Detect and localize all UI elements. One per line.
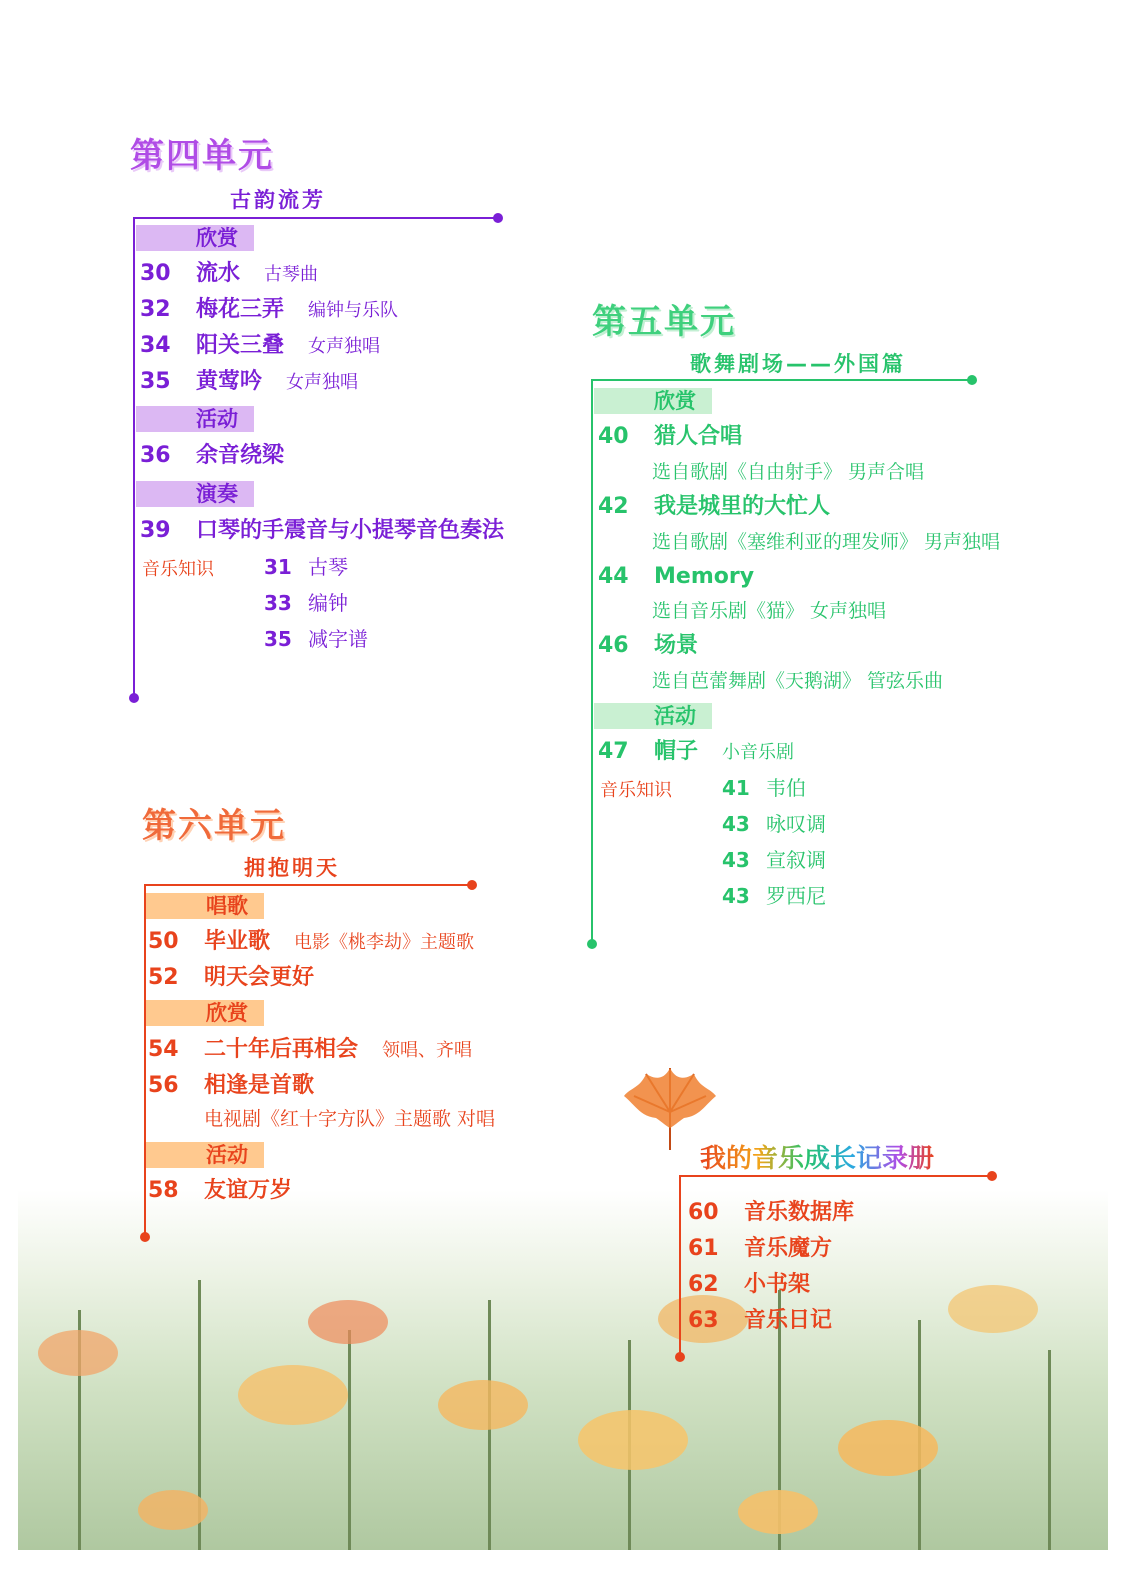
unit5-entry[interactable] xyxy=(598,492,830,522)
entry-title: 音乐数据库 xyxy=(744,1200,855,1225)
entry-title: 音乐魔方 xyxy=(744,1236,833,1261)
record-entry[interactable] xyxy=(688,1306,832,1336)
unit4-knowledge-item[interactable] xyxy=(264,589,348,617)
unit6-activity-entry[interactable] xyxy=(148,1176,292,1206)
entry-title: 毕业歌 xyxy=(204,929,271,954)
page-number: 36 xyxy=(140,443,171,468)
unit5-subtitle: 歌舞剧场——外国篇 xyxy=(690,352,906,376)
poppy-graphic xyxy=(138,1490,208,1530)
entry-note: 小音乐剧 xyxy=(722,742,795,763)
entry-note: 女声独唱 xyxy=(286,372,359,393)
page-number: 34 xyxy=(140,333,171,358)
knowledge-title: 韦伯 xyxy=(766,776,806,800)
entry-title: 我是城里的大忙人 xyxy=(654,494,831,519)
entry-title: 友谊万岁 xyxy=(204,1178,293,1203)
knowledge-title: 宣叙调 xyxy=(766,848,826,872)
entry-source: 选自歌剧《自由射手》 男声合唱 xyxy=(652,461,925,483)
page-number: 41 xyxy=(722,776,750,800)
unit5-knowledge-item[interactable] xyxy=(722,846,826,874)
page-number: 54 xyxy=(148,1037,179,1062)
entry-source: 选自芭蕾舞剧《天鹅湖》 管弦乐曲 xyxy=(652,670,944,692)
entry-title: Memory xyxy=(654,564,755,589)
page-number: 43 xyxy=(722,884,750,908)
unit5-entry[interactable] xyxy=(598,631,698,661)
page-number: 50 xyxy=(148,929,179,954)
entry-source: 选自歌剧《塞维利亚的理发师》 男声独唱 xyxy=(652,531,1001,553)
unit4-side-rule xyxy=(133,217,135,697)
unit4-entry[interactable] xyxy=(140,331,380,362)
unit5-knowledge-item[interactable] xyxy=(722,882,826,910)
unit5-activity-entry[interactable] xyxy=(598,737,794,768)
unit6-rule-dot xyxy=(140,1232,150,1242)
unit6-category-sing: 唱歌 xyxy=(146,893,264,919)
unit6-entry[interactable] xyxy=(148,1035,472,1066)
record-book-title-text: 我的音乐成长记录册 xyxy=(700,1144,935,1174)
record-side-rule xyxy=(679,1175,681,1357)
unit4-entry[interactable] xyxy=(140,295,398,326)
knowledge-title: 咏叹调 xyxy=(766,812,826,836)
record-entry[interactable] xyxy=(688,1270,810,1300)
poppy-graphic xyxy=(738,1490,818,1534)
page-number: 61 xyxy=(688,1236,719,1261)
unit6-title: 第六单元 xyxy=(142,806,286,846)
entry-source: 电视剧《红十字方队》主题歌 对唱 xyxy=(204,1108,496,1130)
unit5-knowledge-item[interactable] xyxy=(722,774,806,802)
unit6-entry[interactable] xyxy=(148,963,314,993)
unit4-rule-dot xyxy=(129,693,139,703)
entry-title: 音乐日记 xyxy=(744,1308,833,1333)
entry-title: 余音绕梁 xyxy=(196,443,285,468)
page-number: 63 xyxy=(688,1308,719,1333)
record-entry[interactable] xyxy=(688,1234,832,1264)
page-number: 35 xyxy=(264,627,292,651)
unit5-rule-dot xyxy=(967,375,977,385)
knowledge-title: 减字谱 xyxy=(308,627,368,651)
unit4-entry[interactable] xyxy=(140,259,318,290)
page-number: 52 xyxy=(148,965,179,990)
poppy-graphic xyxy=(838,1420,938,1476)
page-number: 58 xyxy=(148,1178,179,1203)
entry-note: 领唱、齐唱 xyxy=(382,1040,473,1061)
entry-title: 猎人合唱 xyxy=(654,424,743,449)
page-number: 32 xyxy=(140,297,171,322)
entry-note: 古琴曲 xyxy=(264,264,319,285)
unit6-category-appreciate: 欣赏 xyxy=(146,1000,264,1026)
page-number: 60 xyxy=(688,1200,719,1225)
stem-graphic xyxy=(348,1330,351,1550)
entry-title: 口琴的手震音与小提琴音色奏法 xyxy=(196,518,505,543)
unit4-knowledge-item[interactable] xyxy=(264,553,348,581)
record-book-title xyxy=(700,1138,934,1175)
page-number: 44 xyxy=(598,564,629,589)
unit5-title: 第五单元 xyxy=(592,302,736,342)
poppy-graphic xyxy=(308,1300,388,1344)
unit5-rule-dot xyxy=(587,939,597,949)
page-number: 46 xyxy=(598,633,629,658)
record-rule-dot xyxy=(987,1171,997,1181)
entry-title: 帽子 xyxy=(654,739,699,764)
unit6-entry[interactable] xyxy=(148,1071,314,1101)
record-entry[interactable] xyxy=(688,1198,854,1228)
entry-title: 阳关三叠 xyxy=(196,333,285,358)
knowledge-title: 编钟 xyxy=(308,591,348,615)
page-number: 30 xyxy=(140,261,171,286)
unit5-entry[interactable] xyxy=(598,562,754,592)
unit4-top-rule xyxy=(134,217,498,219)
page-number: 47 xyxy=(598,739,629,764)
page-number: 31 xyxy=(264,555,292,579)
entry-title: 明天会更好 xyxy=(204,965,315,990)
unit4-subtitle: 古韵流芳 xyxy=(230,188,326,212)
unit5-entry[interactable] xyxy=(598,422,742,452)
page-number: 43 xyxy=(722,812,750,836)
flower-field-background xyxy=(18,1190,1108,1550)
unit5-top-rule xyxy=(592,379,972,381)
unit4-entry[interactable] xyxy=(140,367,358,398)
unit5-category-appreciate: 欣赏 xyxy=(594,388,712,414)
page-number: 56 xyxy=(148,1073,179,1098)
unit5-knowledge-item[interactable] xyxy=(722,810,826,838)
page-number: 39 xyxy=(140,518,171,543)
unit4-perform-entry[interactable] xyxy=(140,516,504,546)
page-number: 42 xyxy=(598,494,629,519)
unit4-category-perform: 演奏 xyxy=(136,481,254,507)
knowledge-title: 古琴 xyxy=(308,555,348,579)
entry-title: 场景 xyxy=(654,633,699,658)
unit4-music-knowledge-label: 音乐知识 xyxy=(142,559,214,580)
entry-title: 黄莺吟 xyxy=(196,369,263,394)
unit4-category-appreciate: 欣赏 xyxy=(136,225,254,251)
unit6-rule-dot xyxy=(467,880,477,890)
unit4-activity-entry[interactable] xyxy=(140,441,284,471)
unit4-category-activity: 活动 xyxy=(136,406,254,432)
unit6-category-activity: 活动 xyxy=(146,1142,264,1168)
unit6-top-rule xyxy=(145,884,471,886)
entry-title: 相逢是首歌 xyxy=(204,1073,315,1098)
stem-graphic xyxy=(1048,1350,1051,1550)
poppy-graphic xyxy=(238,1365,348,1425)
unit6-entry[interactable] xyxy=(148,927,474,958)
unit4-rule-dot xyxy=(493,213,503,223)
unit5-side-rule xyxy=(591,379,593,943)
page-number: 43 xyxy=(722,848,750,872)
entry-title: 二十年后再相会 xyxy=(204,1037,359,1062)
page-number: 40 xyxy=(598,424,629,449)
entry-title: 小书架 xyxy=(744,1272,811,1297)
entry-note: 电影《桃李劫》主题歌 xyxy=(294,932,475,953)
knowledge-title: 罗西尼 xyxy=(766,884,826,908)
poppy-graphic xyxy=(948,1285,1038,1333)
unit4-knowledge-item[interactable] xyxy=(264,625,368,653)
unit5-category-activity: 活动 xyxy=(594,703,712,729)
unit4-title: 第四单元 xyxy=(130,136,274,176)
page-number: 62 xyxy=(688,1272,719,1297)
poppy-graphic xyxy=(438,1380,528,1430)
page-number: 35 xyxy=(140,369,171,394)
entry-title: 流水 xyxy=(196,261,241,286)
entry-note: 女声独唱 xyxy=(308,336,381,357)
entry-source: 选自音乐剧《猫》 女声独唱 xyxy=(652,600,887,622)
unit6-side-rule xyxy=(144,884,146,1236)
record-top-rule xyxy=(680,1175,992,1177)
unit6-subtitle: 拥抱明天 xyxy=(244,856,340,880)
poppy-graphic xyxy=(578,1410,688,1470)
poppy-graphic xyxy=(38,1330,118,1376)
record-rule-dot xyxy=(675,1352,685,1362)
entry-note: 编钟与乐队 xyxy=(308,300,399,321)
unit5-music-knowledge-label: 音乐知识 xyxy=(600,780,672,801)
page-number: 33 xyxy=(264,591,292,615)
entry-title: 梅花三弄 xyxy=(196,297,285,322)
